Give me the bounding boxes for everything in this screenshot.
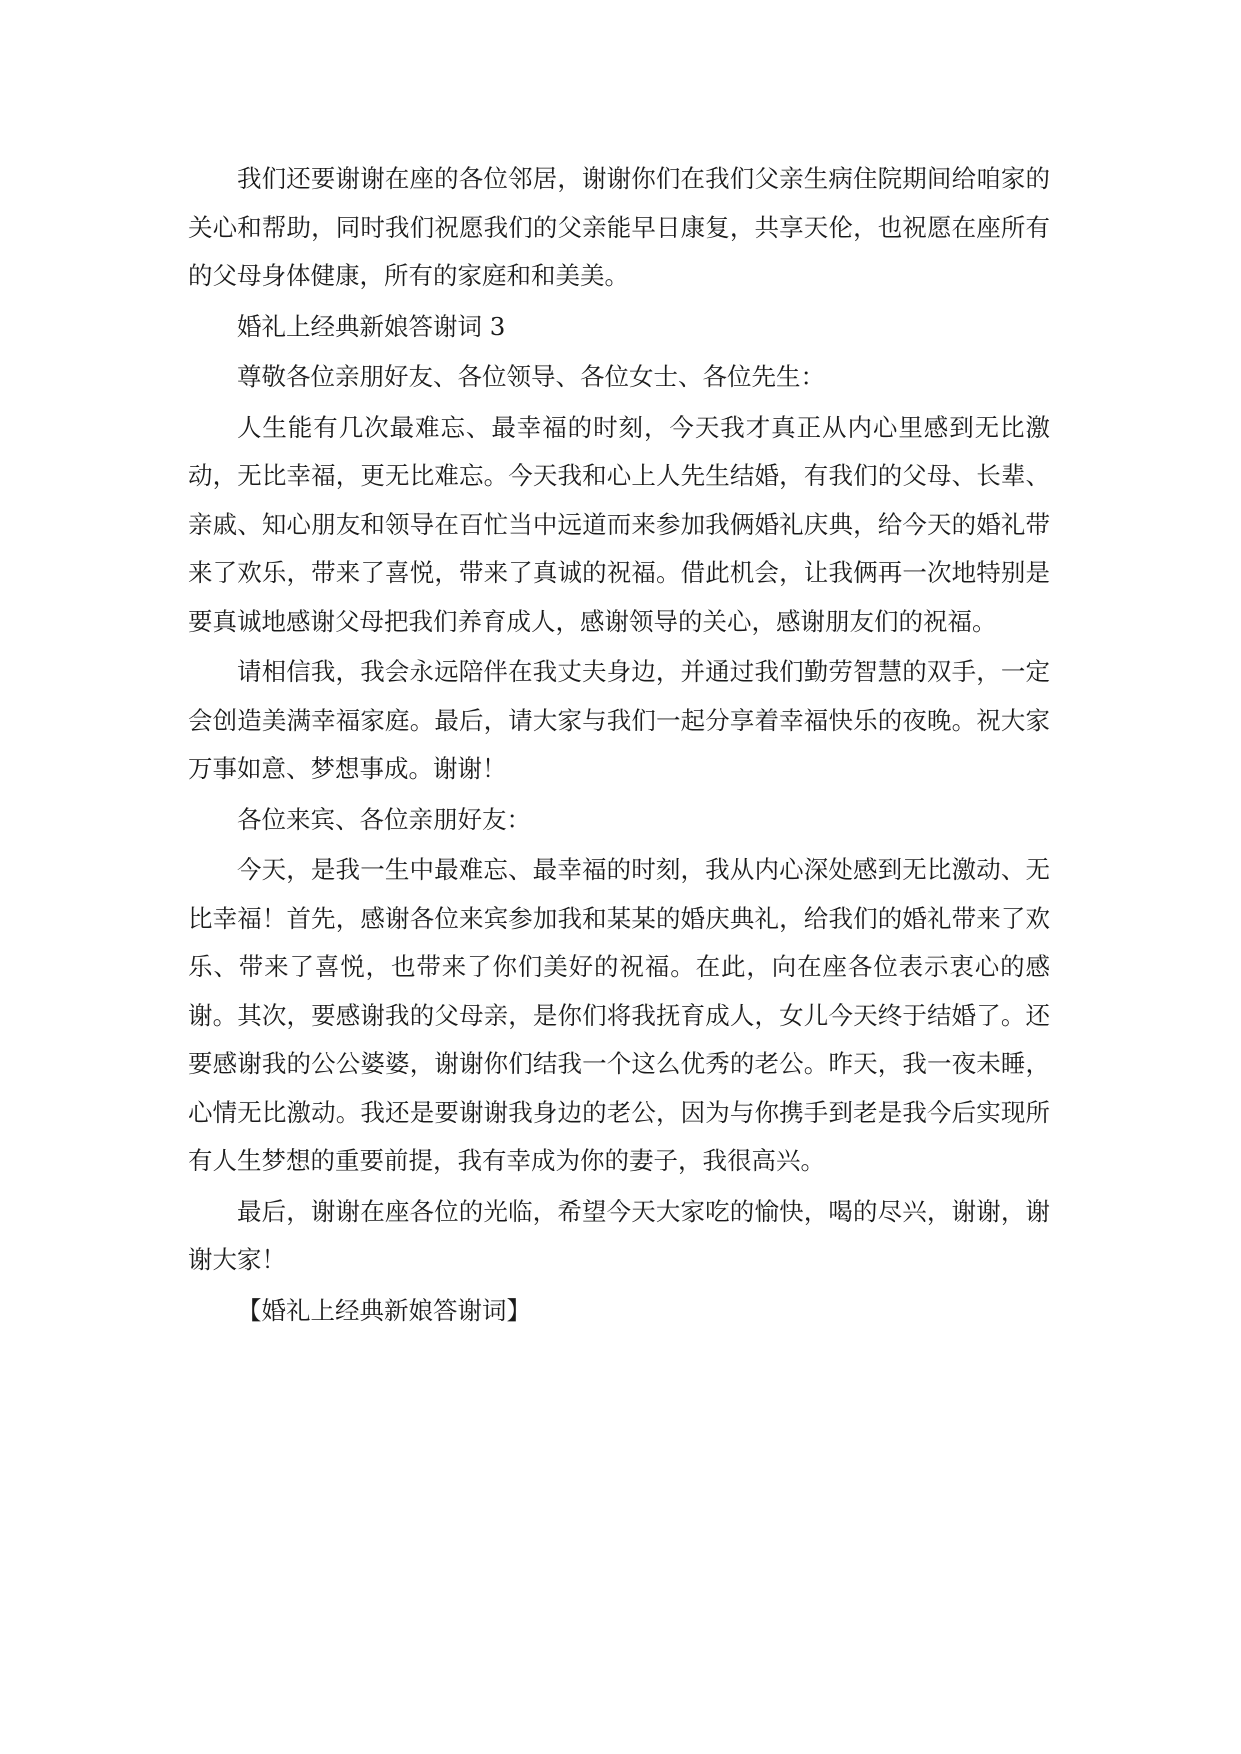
paragraph-second-speech-body: 今天，是我一生中最难忘、最幸福的时刻，我从内心深处感到无比激动、无比幸福！首先，感谢各位来宾参加我和某某的婚庆典礼，给我们的婚礼带来了欢乐、带来了喜悦，也带来了你们美好的祝福。在此，向在座各位表示衷心的感谢。其次，要感谢我的父母亲，是你们将我抚育成人，女儿今天终于结婚了。还要感谢我的公公婆婆，谢谢你们结我一个这么优秀的老公。昨天，我一夜未睡，心情无比激动。我还是要谢谢我身边的老公，因为与你携手到老是我今后实现所有人生梦想的重要前提，我有幸成为你的妻子，我很高兴。	[188, 855, 1050, 1175]
paragraph-salutation-guests: 各位来宾、各位亲朋好友：	[237, 804, 531, 834]
paragraph-speech-body: 人生能有几次最难忘、最幸福的时刻，今天我才真正从内心里感到无比激动，无比幸福，更无比难忘。今天我和心上人先生结婚，有我们的父母、长辈、亲戚、知心朋友和领导在百忙当中远道而来参加我俩婚礼庆典，给今天的婚礼带来了欢乐，带来了喜悦，带来了真诚的祝福。借此机会，让我俩再一次地特别是要真诚地感谢父母把我们养育成人，感谢领导的关心，感谢朋友们的祝福。	[188, 412, 1050, 636]
section-heading: 婚礼上经典新娘答谢词 3	[237, 311, 506, 341]
paragraph-speech-closing: 请相信我，我会永远陪伴在我丈夫身边，并通过我们勤劳智慧的双手，一定会创造美满幸福家庭。最后，请大家与我们一起分享着幸福快乐的夜晚。祝大家万事如意、梦想事成。谢谢！	[188, 657, 1050, 783]
document-title-footer: 【婚礼上经典新娘答谢词】	[237, 1295, 531, 1325]
document-body	[188, 155, 1050, 1337]
paragraph-salutation: 尊敬各位亲朋好友、各位领导、各位女士、各位先生：	[237, 362, 825, 391]
paragraph-neighbors-thanks: 我们还要谢谢在座的各位邻居，谢谢你们在我们父亲生病住院期间给咱家的关心和帮助，同时我们祝愿我们的父亲能早日康复，共享天伦，也祝愿在座所有的父母身体健康，所有的家庭和和美美。	[188, 164, 1050, 290]
paragraph-final-thanks: 最后，谢谢在座各位的光临，希望今天大家吃的愉快，喝的尽兴，谢谢，谢谢大家！	[188, 1196, 1050, 1274]
